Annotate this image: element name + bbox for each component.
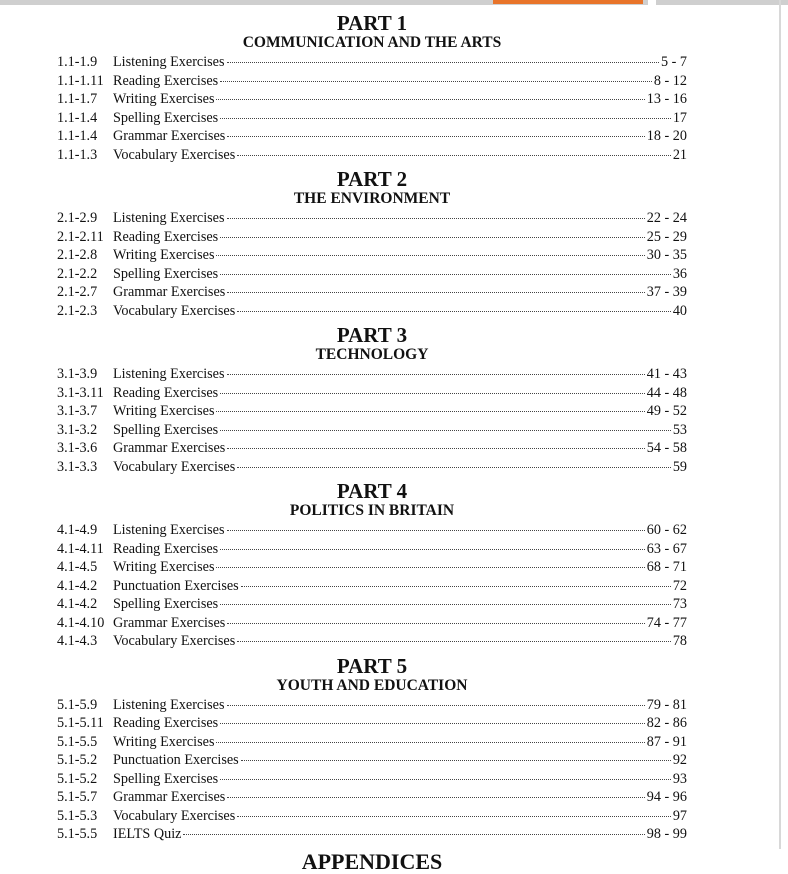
toc-entry-number: 3.1-3.11 (57, 384, 104, 401)
toc-entry-pages: 49 - 52 (646, 403, 687, 419)
toc-entry-label: Vocabulary Exercises (113, 807, 236, 824)
toc-entry-pages: 97 (672, 807, 687, 824)
toc-entry-number: 5.1-5.2 (57, 770, 98, 787)
part-subtitle: TECHNOLOGY (315, 346, 429, 363)
toc-entry[interactable] (57, 458, 687, 477)
toc-entry-pages: 74 - 77 (646, 614, 687, 631)
toc-entry-label: Writing Exercises (113, 403, 215, 419)
part-section (57, 655, 687, 844)
dot-leader (237, 629, 671, 642)
toc-entry-pages: 41 - 43 (646, 366, 687, 382)
toc-entry-label: Grammar Exercises (113, 284, 226, 300)
part-title: PART 5 (336, 653, 408, 678)
toc-entry-label: Spelling Exercises (113, 109, 219, 126)
part-subtitle: THE ENVIRONMENT (293, 190, 451, 207)
toc-entry-number: 3.1-3.6 (57, 440, 98, 456)
toc-entry-pages: 98 - 99 (646, 826, 687, 842)
dot-leader (220, 711, 645, 724)
dot-leader (227, 362, 645, 375)
toc-entry-number: 2.1-2.9 (57, 210, 98, 226)
toc-entry-label: Punctuation Exercises (113, 577, 239, 594)
toc-entry-pages: 40 (672, 302, 687, 319)
dot-leader (220, 262, 671, 275)
toc-entry-number: 3.1-3.9 (57, 366, 98, 382)
toc-entry-number: 4.1-4.10 (57, 614, 105, 631)
toc-entry-number: 4.1-4.11 (57, 540, 104, 557)
toc-entry-label: Listening Exercises (113, 54, 225, 70)
toc-entry-pages: 18 - 20 (646, 128, 687, 144)
dot-leader (220, 69, 652, 82)
toc-entry-pages: 8 - 12 (653, 72, 687, 89)
part-title: PART 3 (336, 323, 408, 347)
toc-entry-label: Spelling Exercises (113, 770, 219, 787)
toc-entry-label: Writing Exercises (113, 91, 215, 107)
dot-leader (227, 436, 645, 449)
dot-leader (216, 555, 644, 568)
toc-entry-label: Spelling Exercises (113, 265, 219, 282)
toc-entry-pages: 93 (672, 770, 687, 787)
dot-leader (227, 785, 645, 798)
viewer-bar-gap (648, 0, 656, 5)
toc-entry-pages: 78 (672, 633, 687, 649)
toc-entry-number: 1.1-1.7 (57, 91, 98, 107)
toc-entry-pages: 94 - 96 (646, 789, 687, 805)
toc-entry-label: Writing Exercises (113, 559, 215, 575)
toc-entry-label: Reading Exercises (113, 540, 219, 557)
toc-entry-label: Reading Exercises (113, 384, 219, 401)
toc-entry-number: 2.1-2.7 (57, 284, 98, 300)
toc-entry-pages: 17 (672, 109, 687, 126)
dot-leader (237, 804, 671, 817)
toc-entry-pages: 87 - 91 (646, 733, 687, 750)
toc-entry-pages: 21 (672, 146, 687, 163)
part-title: PART 4 (336, 479, 408, 503)
dot-leader (220, 381, 645, 394)
toc-entry-pages: 13 - 16 (646, 91, 687, 107)
dot-leader (220, 537, 645, 550)
toc-entry-label: Vocabulary Exercises (113, 302, 236, 319)
dot-leader (227, 280, 645, 293)
toc-entry-number: 1.1-1.3 (57, 146, 98, 163)
toc-entry-label: Writing Exercises (113, 733, 215, 750)
toc-entry-pages: 36 (672, 265, 687, 282)
toc-entry-label: Vocabulary Exercises (113, 458, 236, 475)
toc-entry[interactable] (57, 302, 687, 321)
dot-leader (216, 87, 644, 100)
dot-leader (237, 455, 671, 468)
dot-leader (227, 693, 645, 706)
dot-leader (216, 399, 644, 412)
page-edge (779, 0, 781, 849)
dot-leader (220, 592, 671, 605)
toc-entry-pages: 63 - 67 (646, 540, 687, 557)
toc-entry-label: Grammar Exercises (113, 614, 226, 631)
toc-entry-number: 5.1-5.5 (57, 826, 98, 842)
dot-leader (216, 730, 644, 743)
toc-entry-number: 4.1-4.5 (57, 559, 98, 575)
toc-entry-number: 1.1-1.11 (57, 72, 104, 89)
toc-entry-pages: 54 - 58 (646, 440, 687, 456)
part-section (57, 168, 687, 320)
dot-leader (220, 418, 671, 431)
toc-entry-number: 3.1-3.7 (57, 403, 98, 419)
toc-entry[interactable] (57, 632, 687, 651)
toc-entry-label: Vocabulary Exercises (113, 146, 236, 163)
toc-entry-pages: 79 - 81 (646, 696, 687, 713)
toc-entry-label: Listening Exercises (113, 696, 225, 713)
toc-entry-pages: 92 (672, 752, 687, 768)
dot-leader (237, 143, 671, 156)
toc-entry-pages: 44 - 48 (646, 384, 687, 401)
toc-entry-number: 4.1-4.9 (57, 522, 98, 538)
toc-entry-number: 4.1-4.2 (57, 596, 98, 612)
dot-leader (237, 299, 671, 312)
dot-leader (227, 124, 645, 137)
toc-entry-label: Reading Exercises (113, 715, 219, 731)
toc-entry-pages: 72 (672, 577, 687, 594)
appendices-title: APPENDICES (301, 848, 443, 874)
dot-leader (227, 518, 645, 531)
toc-entry-pages: 73 (672, 596, 687, 612)
toc-entry-pages: 82 - 86 (646, 715, 687, 731)
toc-entry-number: 3.1-3.2 (57, 421, 98, 438)
part-title: PART 1 (336, 11, 408, 35)
toc-entry-number: 1.1-1.4 (57, 109, 98, 126)
viewer-accent-bar (493, 0, 643, 4)
toc-entry-number: 5.1-5.7 (57, 789, 98, 805)
toc-entry-label: Grammar Exercises (113, 128, 226, 144)
toc-entry-pages: 60 - 62 (646, 522, 687, 538)
toc-entry-label: Writing Exercises (113, 247, 215, 263)
toc-entry-number: 5.1-5.5 (57, 733, 98, 750)
part-subtitle: POLITICS IN BRITAIN (289, 502, 455, 519)
toc-entry[interactable] (57, 146, 687, 165)
toc-entry-label: Spelling Exercises (113, 596, 219, 612)
dot-leader (227, 611, 645, 624)
toc-entry-label: Reading Exercises (113, 72, 219, 89)
part-subtitle: YOUTH AND EDUCATION (276, 676, 468, 694)
toc-entry-pages: 25 - 29 (646, 228, 687, 245)
viewer-top-bar (0, 0, 788, 5)
toc-entry-label: Listening Exercises (113, 522, 225, 538)
toc-entry-label: Grammar Exercises (113, 789, 226, 805)
part-title: PART 2 (336, 167, 408, 191)
dot-leader (220, 225, 645, 238)
toc-entry-pages: 68 - 71 (646, 559, 687, 575)
toc-entry-label: Punctuation Exercises (113, 752, 239, 768)
toc-entry-pages: 59 (672, 458, 687, 475)
toc-entry-pages: 22 - 24 (646, 210, 687, 226)
dot-leader (183, 822, 644, 835)
toc-entry-number: 5.1-5.3 (57, 807, 98, 824)
toc-entry-label: Spelling Exercises (113, 421, 219, 438)
toc-entry-number: 5.1-5.9 (57, 696, 98, 713)
dot-leader (241, 574, 671, 587)
toc-entry-number: 2.1-2.8 (57, 247, 98, 263)
part-section (57, 12, 687, 164)
toc-entry-pages: 30 - 35 (646, 247, 687, 263)
toc-entry-number: 2.1-2.2 (57, 265, 98, 282)
toc-entry-number: 5.1-5.2 (57, 752, 98, 768)
toc-entry-label: Reading Exercises (113, 228, 219, 245)
toc-entry-label: IELTS Quiz (113, 826, 182, 842)
toc-entry-pages: 53 (672, 421, 687, 438)
toc-entry-label: Vocabulary Exercises (113, 633, 236, 649)
part-subtitle: COMMUNICATION AND THE ARTS (242, 34, 502, 51)
toc-entry-number: 4.1-4.2 (57, 577, 98, 594)
part-section (57, 324, 687, 476)
toc-entry-number: 1.1-1.9 (57, 54, 98, 70)
toc-entry-pages: 37 - 39 (646, 284, 687, 300)
toc-entry[interactable] (57, 825, 687, 844)
part-section (57, 480, 687, 651)
toc-entry-number: 1.1-1.4 (57, 128, 98, 144)
dot-leader (227, 206, 645, 219)
toc-entry-number: 2.1-2.11 (57, 228, 104, 245)
toc-entry-label: Listening Exercises (113, 366, 225, 382)
toc-entry-number: 4.1-4.3 (57, 633, 98, 649)
table-of-contents (57, 8, 687, 874)
dot-leader (220, 106, 671, 119)
toc-entry-pages: 5 - 7 (660, 54, 687, 70)
dot-leader (216, 243, 644, 256)
toc-entry-label: Listening Exercises (113, 210, 225, 226)
dot-leader (227, 50, 659, 63)
dot-leader (241, 748, 671, 761)
toc-entry-label: Grammar Exercises (113, 440, 226, 456)
dot-leader (220, 767, 671, 780)
toc-entry-number: 5.1-5.11 (57, 715, 104, 731)
toc-entry-number: 2.1-2.3 (57, 302, 98, 319)
toc-entry-number: 3.1-3.3 (57, 458, 98, 475)
